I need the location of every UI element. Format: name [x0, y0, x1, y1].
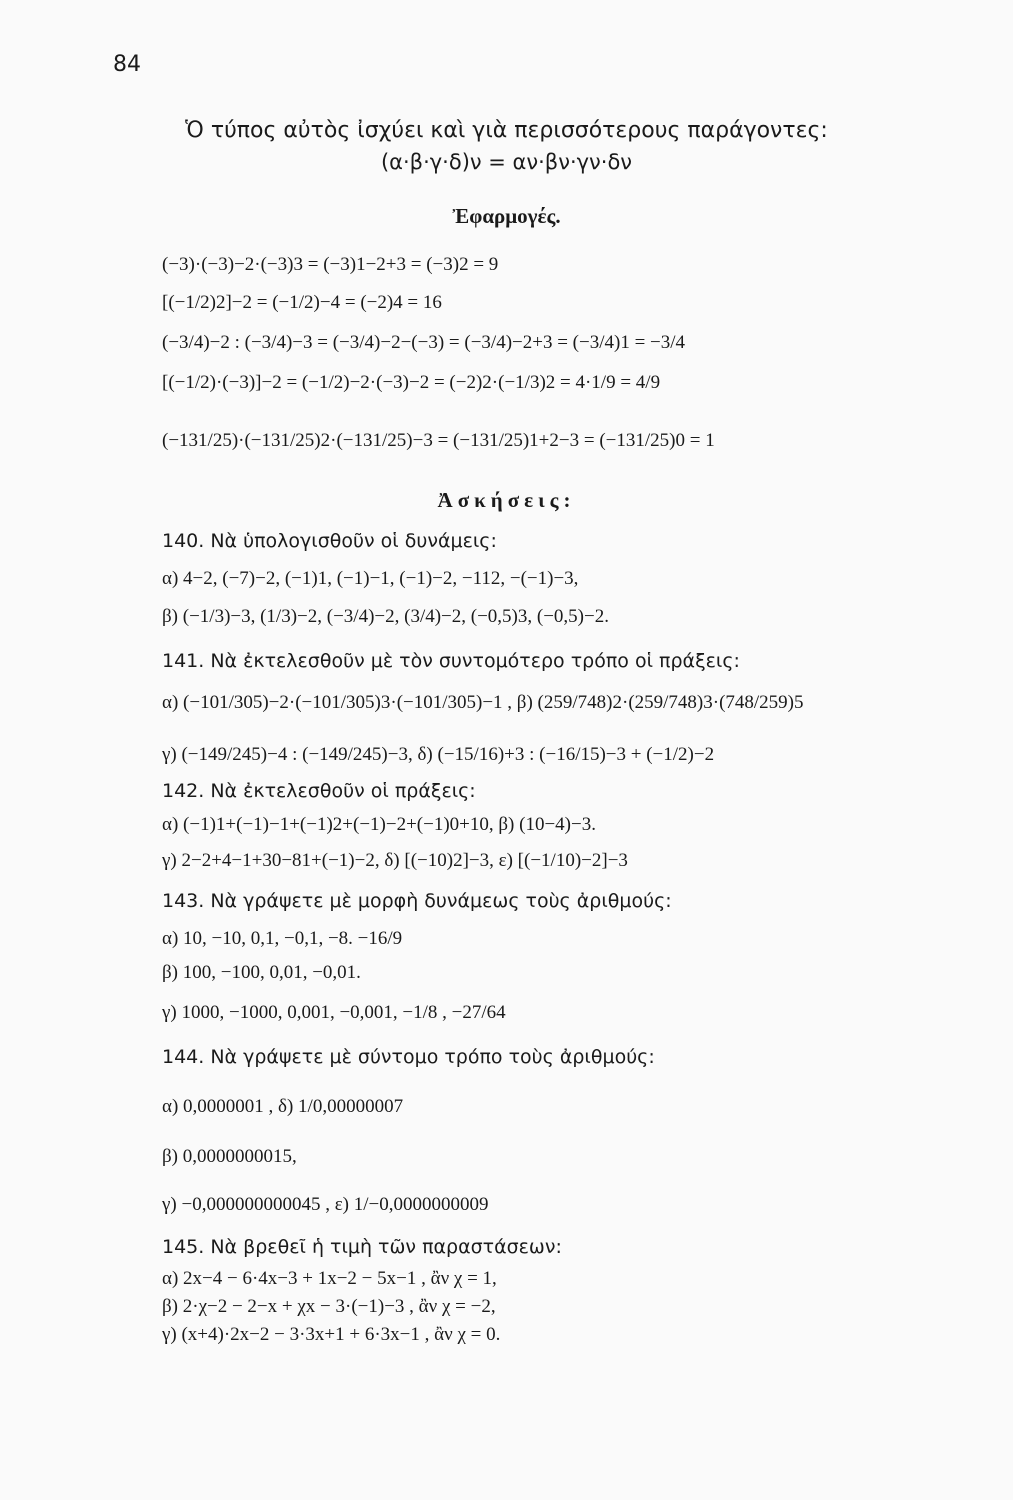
applications-heading: Ἐφαρμογές.	[452, 204, 561, 228]
exercises-heading: Ἀσκήσεις:	[437, 488, 576, 512]
exercise-143-b: β) 100, −100, 0,01, −0,01.	[162, 962, 361, 983]
intro-text: Ὁ τύπος αὐτὸς ἰσχύει καὶ γιὰ περισσότερους παράγοντες:	[185, 118, 828, 143]
intro-formula: (α·β·γ·δ)ν = αν·βν·γν·δν	[380, 150, 633, 174]
exercise-144-b: β) 0,0000000015,	[162, 1146, 297, 1167]
exercise-144-c: γ) −0,000000000045 , ε) 1/−0,0000000009	[162, 1194, 489, 1215]
exercise-145-c: γ) (x+4)·2x−2 − 3·3x+1 + 6·3x−1 , ἂν χ = 0.	[162, 1324, 501, 1345]
exercise-141-title: 141. Νὰ ἐκτελεσθοῦν μὲ τὸν συντομότερο τρόπο οἱ πράξεις:	[162, 650, 740, 672]
application-line: (−3)·(−3)−2·(−3)3 = (−3)1−2+3 = (−3)2 = 9	[162, 254, 499, 275]
exercise-142-a: α) (−1)1+(−1)−1+(−1)2+(−1)−2+(−1)0+10, β) (10−4)−3.	[162, 814, 596, 835]
exercise-143-a: α) 10, −10, 0,1, −0,1, −8. −16/9	[162, 928, 403, 949]
exercise-145-a: α) 2x−4 − 6·4x−3 + 1x−2 − 5x−1 , ἂν χ = 1,	[162, 1268, 497, 1289]
exercise-140-b: β) (−1/3)−3, (1/3)−2, (−3/4)−2, (3/4)−2, (−0,5)3, (−0,5)−2.	[162, 606, 609, 627]
exercise-141-b: γ) (−149/245)−4 : (−149/245)−3, δ) (−15/16)+3 : (−16/15)−3 + (−1/2)−2	[162, 744, 715, 765]
exercise-142-b: γ) 2−2+4−1+30−81+(−1)−2, δ) [(−10)2]−3, ε) [(−1/10)−2]−3	[162, 850, 628, 871]
application-line: [(−1/2)2]−2 = (−1/2)−4 = (−2)4 = 16	[162, 292, 442, 313]
exercise-140-title: 140. Νὰ ὑπολογισθοῦν οἱ δυνάμεις:	[162, 530, 497, 552]
application-line: (−131/25)·(−131/25)2·(−131/25)−3 = (−131/25)1+2−3 = (−131/25)0 = 1	[162, 430, 715, 451]
page-number: 84	[113, 52, 141, 77]
exercise-145-b: β) 2·χ−2 − 2−x + χx − 3·(−1)−3 , ἂν χ = −2,	[162, 1296, 496, 1317]
exercise-144-a: α) 0,0000001 , δ) 1/0,00000007	[162, 1096, 404, 1117]
exercise-140-a: α) 4−2, (−7)−2, (−1)1, (−1)−1, (−1)−2, −112, −(−1)−3,	[162, 568, 579, 589]
exercise-143-c: γ) 1000, −1000, 0,001, −0,001, −1/8 , −27/64	[162, 1002, 506, 1023]
exercise-144-title: 144. Νὰ γράψετε μὲ σύντομο τρόπο τοὺς ἀριθμούς:	[162, 1046, 655, 1068]
application-line: [(−1/2)·(−3)]−2 = (−1/2)−2·(−3)−2 = (−2)2·(−1/3)2 = 4·1/9 = 4/9	[162, 372, 661, 393]
exercise-145-title: 145. Νὰ βρεθεῖ ἡ τιμὴ τῶν παραστάσεων:	[162, 1236, 562, 1258]
exercise-142-title: 142. Νὰ ἐκτελεσθοῦν οἱ πράξεις:	[162, 780, 476, 802]
application-line: (−3/4)−2 : (−3/4)−3 = (−3/4)−2−(−3) = (−3/4)−2+3 = (−3/4)1 = −3/4	[162, 332, 686, 353]
exercise-143-title: 143. Νὰ γράψετε μὲ μορφὴ δυνάμεως τοὺς ἀριθμούς:	[162, 890, 672, 912]
exercise-141-a: α) (−101/305)−2·(−101/305)3·(−101/305)−1 , β) (259/748)2·(259/748)3·(748/259)5	[162, 692, 804, 713]
